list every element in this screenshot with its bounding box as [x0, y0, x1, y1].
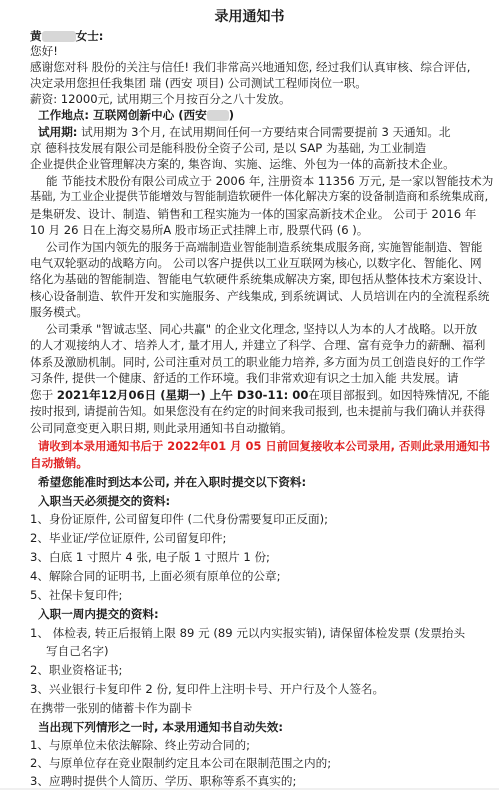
company-line-12: 的人才观接纳人才、培养人才, 量才用人, 并建立了科学、合理、富有竞争力的薪酬、福利: [30, 338, 486, 352]
day-item-3: 3、白底 1 寸照片 4 张, 电子版 1 寸照片 1 份;: [30, 550, 270, 564]
week-item-note: 在携带一张别的储蓄卡作为副卡: [30, 701, 193, 715]
document-title: 录用通知书: [214, 9, 285, 25]
week-item-2: 2、职业资格证书;: [30, 663, 123, 677]
recipient-greeting: [30, 29, 103, 43]
report-line: [30, 388, 490, 402]
report-line-3: 公司同意变更入职日期, 则此录用通知书自动撤销。: [30, 421, 293, 435]
intro-line-2: 决定录用您担任我集团 瑞 (西安 项目) 公司测试工程师岗位一职。: [30, 76, 367, 90]
company-line-1: 企业提供企业管理解决方案的, 集咨询、实施、运维、外包为一体的高新技术企业。: [30, 157, 455, 171]
void-item-3: 3、应聘时提供个人简历、学历、职称等系不真实的;: [30, 774, 297, 788]
day-item-5: 5、社保卡复印件;: [30, 588, 123, 602]
work-location-label: 工作地点: 互联网创新中心 (西安: [38, 108, 207, 122]
company-line-9: 核心设备制造、软件开发和实施服务、产线集成, 到系统调试、人员培训在内的全流程系统: [30, 289, 490, 303]
company-line-4: 是集研发、设计、制造、销售和工程实施为一体的国家高新技术企业。 公司于 2016 年: [30, 207, 477, 221]
materials-heading: 希望您能准时到达本公司, 并在入职时提交以下资料:: [38, 475, 307, 489]
warning-line-2: 自动撤销。: [30, 456, 88, 470]
redacted-name: [42, 31, 76, 42]
week-materials-heading: 入职一周内提交的资料:: [38, 607, 159, 621]
company-line-7: 电气双轮驱动的战略方向。 公司以客户提供以工业互联网为核心, 以数字化、智能化、网: [30, 256, 482, 270]
company-line-2: 能 节能技术股份有限公司成立于 2006 年, 注册资本 11356 万元, 是一家以智能技术为: [46, 174, 494, 188]
hello-text: 您好!: [30, 44, 58, 58]
void-conditions-heading: 当出现下列情形之一时, 本录用通知书自动失效:: [38, 720, 283, 734]
company-line-13: 体系及激励机制。同时, 公司注重对员工的职业能力培养, 多方面为员工创造良好的工作学: [30, 355, 486, 369]
day-item-4: 4、解除合同的证明书, 上面必须有原单位的公章;: [30, 569, 281, 583]
work-location: [38, 108, 234, 122]
redacted-location: [207, 110, 229, 121]
report-suffix: 在项目部报到。如因特殊情况, 不能: [308, 388, 490, 402]
week-item-1-cont: 写自己名字): [46, 644, 109, 658]
company-line-10: 服务模式。: [30, 305, 88, 319]
recipient-name-end: 女士:: [75, 29, 104, 43]
day-materials-heading: 入职当天必须提交的资料:: [38, 494, 171, 508]
salary-line: 薪资: 12000元, 试用期三个月按百分之八十发放。: [30, 92, 291, 106]
report-time: 2021年12月06日 (星期一) 上午 D30-11: 00: [56, 388, 309, 402]
work-location-tail: ): [228, 108, 235, 122]
week-item-3: 3、兴业银行卡复印件 2 份, 复印件上注明卡号、开户行及个人签名。: [30, 682, 385, 696]
warning-line-1: 请收到本录用通知书后于 2022年01 月 05 日前回复接收本公司录用, 否则此录用通知书: [38, 439, 491, 453]
probation-line: [38, 125, 451, 139]
intro-line-1: 感谢您对科 股份的关注与信任! 我们非常高兴地通知您, 经过我们认真审核、综合评估,: [30, 60, 471, 74]
company-line-3: 基础, 为工业企业提供节能增效与智能制造软硬件一体化解决方案的设备制造商和系统集成商,: [30, 190, 489, 203]
probation-label: 试用期:: [38, 125, 78, 139]
company-line-5: 10 月 26 日在上海交易所A 股市场正式挂牌上市, 股票代码 (6 )。: [30, 223, 369, 237]
report-prefix: 您于: [30, 388, 54, 402]
recipient-name-start: 黄: [30, 29, 42, 43]
company-line-6: 公司作为国内领先的服务于高端制造业智能制造系统集成服务商, 实施智能制造、智能: [46, 240, 483, 254]
probation-line-2: 京 德科技发展有限公司是能科股份全资子公司, 是以 SAP 为基础, 为工业制造: [30, 141, 427, 155]
void-item-2: 2、与原单位存在竞业限制约定且本公司在限制范围之内的;: [30, 756, 332, 770]
void-item-1: 1、与原单位未依法解除、终止劳动合同的;: [30, 738, 250, 752]
company-line-14: 习条件, 提供一个健康、舒适的工作环境。我们非常欢迎有识之士加入能 共发展。请: [30, 371, 459, 385]
company-line-8: 络化为基础的智能制造、智能电气软硬件系统集成解决方案, 即包括从整体技术方案设计、: [30, 272, 490, 286]
week-item-1: 1、 体检表, 转正后报销上限 89 元 (89 元以内实报实销), 请保留体检发票 (发票抬头: [30, 626, 466, 640]
company-line-11: 公司秉承 "智诚志坚、同心共赢" 的企业文化理念, 坚持以人为本的人才战略。以开放: [46, 322, 478, 336]
day-item-2: 2、毕业证/学位证原件, 公司留复印件;: [30, 531, 227, 545]
day-item-1: 1、身份证原件, 公司留复印件 (二代身份需要复印正反面);: [30, 512, 329, 526]
report-line-2: 按时报到, 请提前告知。如果您没有在约定的时间来我司报到, 也未提前与我们确认并获得: [30, 404, 486, 418]
probation-text: 试用期为 3个月, 在试用期间任何一方要结束合同需要提前 3 天通知。北: [81, 125, 451, 139]
